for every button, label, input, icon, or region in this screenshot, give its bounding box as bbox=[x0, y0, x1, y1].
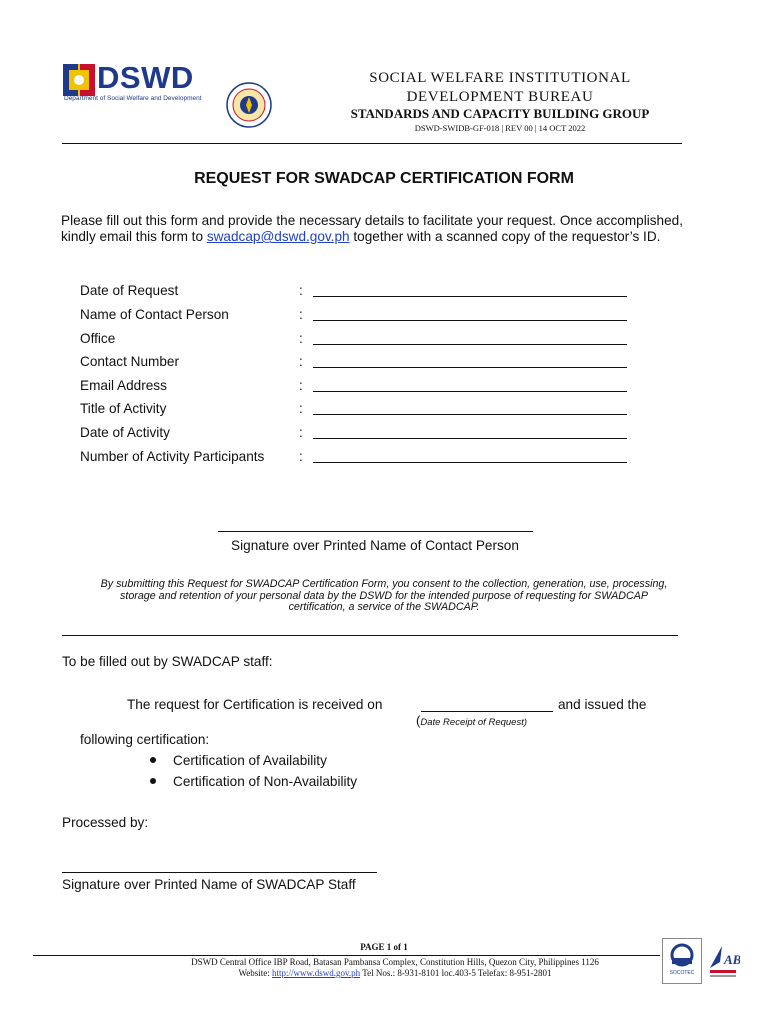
field-label: Date of Request bbox=[80, 283, 179, 298]
contact-signature-line[interactable] bbox=[218, 531, 533, 532]
field-colon: : bbox=[299, 449, 303, 464]
website-link[interactable]: http://www.dswd.gov.ph bbox=[272, 968, 361, 978]
contact-signature-caption: Signature over Printed Name of Contact Person bbox=[231, 538, 519, 553]
issued-text: and issued the bbox=[558, 697, 647, 712]
staff-signature-line[interactable] bbox=[62, 872, 377, 873]
pab-badge-text: AB bbox=[724, 952, 740, 967]
logo-wordmark: DSWD bbox=[97, 60, 194, 95]
field-colon: : bbox=[299, 283, 303, 298]
date-received-caption bbox=[416, 713, 527, 728]
socotec-badge-icon bbox=[662, 938, 702, 984]
date-of-activity-input[interactable] bbox=[313, 438, 627, 439]
option-label: Certification of Non-Availability bbox=[173, 774, 358, 789]
office-input[interactable] bbox=[313, 344, 627, 345]
title-of-activity-input[interactable] bbox=[313, 414, 627, 415]
field-office bbox=[80, 331, 640, 349]
field-label: Title of Activity bbox=[80, 401, 167, 416]
contact-person-input[interactable] bbox=[313, 320, 627, 321]
iso-certification-logo bbox=[662, 938, 702, 984]
intro-paragraph bbox=[61, 213, 683, 245]
field-colon: : bbox=[299, 401, 303, 416]
bullet-icon bbox=[150, 757, 156, 763]
received-text: The request for Certification is received on bbox=[127, 697, 383, 712]
bullet-icon bbox=[150, 778, 156, 784]
field-title-of-activity bbox=[80, 401, 640, 419]
field-participants bbox=[80, 449, 640, 467]
bureau-name-line1: SOCIAL WELFARE INSTITUTIONAL bbox=[369, 70, 631, 86]
form-title: REQUEST FOR SWADCAP CERTIFICATION FORM bbox=[194, 170, 574, 187]
field-date-of-request bbox=[80, 283, 640, 301]
field-colon: : bbox=[299, 331, 303, 346]
contact-number-input[interactable] bbox=[313, 367, 627, 368]
header-divider bbox=[62, 143, 682, 144]
field-email-address bbox=[80, 378, 640, 396]
processed-by-label: Processed by: bbox=[62, 815, 149, 830]
caption-paren: ( bbox=[416, 713, 421, 728]
field-label: Name of Contact Person bbox=[80, 307, 229, 322]
following-certification-text: following certification: bbox=[80, 732, 210, 747]
intro-text-after: together with a scanned copy of the requestor’s ID. bbox=[349, 229, 661, 244]
field-contact-person bbox=[80, 307, 640, 325]
footer-contacts bbox=[130, 968, 660, 978]
bureau-name-line2: DEVELOPMENT BUREAU bbox=[406, 89, 594, 105]
pab-badge-icon bbox=[706, 940, 740, 982]
field-label: Email Address bbox=[80, 378, 167, 393]
bureau-seal-icon bbox=[226, 82, 272, 128]
email-link[interactable]: swadcap@dswd.gov.ph bbox=[206, 229, 350, 244]
pab-accreditation-logo bbox=[706, 940, 740, 982]
caption-text: Date Receipt of Request) bbox=[420, 717, 528, 728]
field-label: Contact Number bbox=[80, 354, 179, 369]
iso-badge-text: SOCOTEC bbox=[669, 970, 695, 976]
document-code: DSWD-SWIDB-GF-018 | REV 00 | 14 OCT 2022 bbox=[414, 123, 586, 133]
field-colon: : bbox=[299, 307, 303, 322]
staff-signature-caption: Signature over Printed Name of SWADCAP Staff bbox=[62, 877, 356, 892]
intro-text-before: Please fill out this form and provide the necessary details to facilitate your request. Once accomplished, kindly email this form to bbox=[61, 213, 683, 244]
option-label: Certification of Availability bbox=[173, 753, 327, 768]
date-of-request-input[interactable] bbox=[313, 296, 627, 297]
field-colon: : bbox=[299, 425, 303, 440]
page-number: PAGE 1 of 1 bbox=[360, 942, 408, 952]
footer-address: DSWD Central Office IBP Road, Batasan Pambansa Complex, Constitution Hills, Quezon City, Philippines 1126 bbox=[191, 957, 599, 967]
field-label: Office bbox=[80, 331, 116, 346]
email-address-input[interactable] bbox=[313, 391, 627, 392]
field-date-of-activity bbox=[80, 425, 640, 443]
group-name: STANDARDS AND CAPACITY BUILDING GROUP bbox=[350, 106, 650, 121]
logo-subtitle: Department of Social Welfare and Development bbox=[64, 95, 202, 102]
dswd-emblem-icon bbox=[63, 64, 95, 96]
dswd-logo bbox=[63, 62, 218, 106]
field-contact-number bbox=[80, 354, 640, 372]
field-label: Number of Activity Participants bbox=[80, 449, 265, 464]
staff-section-heading: To be filled out by SWADCAP staff: bbox=[62, 654, 273, 669]
website-label: Website: bbox=[238, 968, 273, 978]
section-divider bbox=[62, 635, 678, 636]
footer-divider bbox=[33, 955, 660, 956]
field-colon: : bbox=[299, 378, 303, 393]
field-colon: : bbox=[299, 354, 303, 369]
participants-input[interactable] bbox=[313, 462, 627, 463]
date-received-line[interactable] bbox=[421, 711, 553, 712]
privacy-consent-note: By submitting this Request for SWADCAP Certification Form, you consent to the collection, generation, use, processing, storage and retention of your personal data by the DSWD for the intended purpose of requesting for SWADCAP certification, a service of the SWADCAP. bbox=[100, 578, 668, 613]
field-label: Date of Activity bbox=[80, 425, 170, 440]
phone-numbers: Tel Nos.: 8-931-8101 loc.403-5 Telefax: 8-951-2801 bbox=[360, 968, 552, 978]
